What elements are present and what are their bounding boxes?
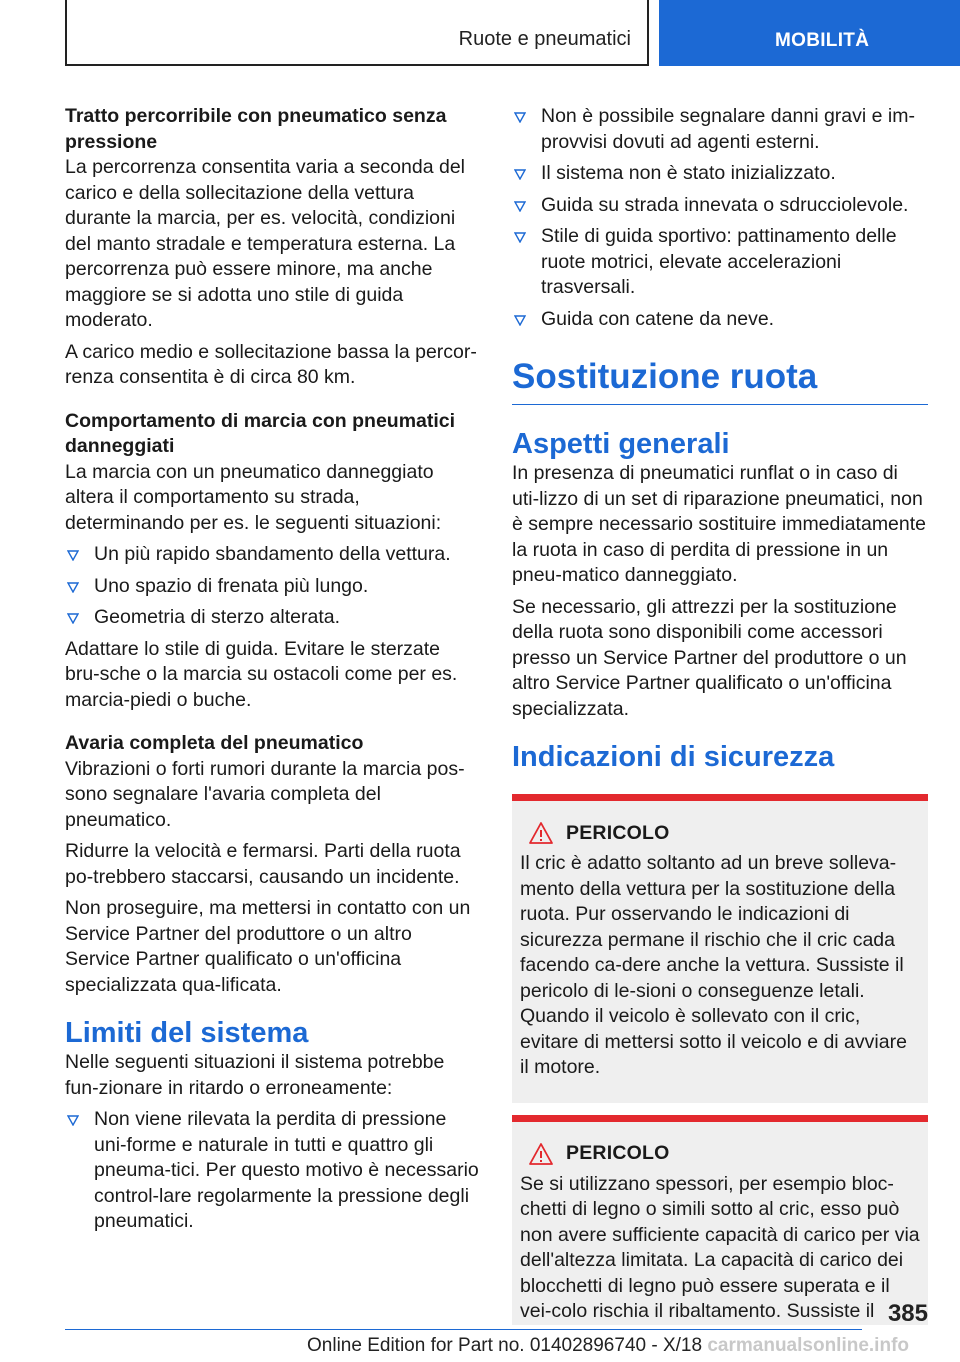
triangle-bullet-icon: [67, 550, 79, 561]
triangle-bullet-icon: [514, 112, 526, 123]
list-item: Stile di guida sportivo: pattinamento delle ruote motrici, elevate accelerazioni trasversali.: [512, 224, 928, 301]
paragraph: Ridurre la velocità e fermarsi. Parti della ruota po-trebbero staccarsi, causando un incidente.: [65, 840, 461, 888]
bullet-list: [65, 542, 480, 631]
bullet-list: [512, 104, 928, 332]
triangle-bullet-icon: [514, 169, 526, 180]
footer-watermark-logo: carmanualsonline.info: [707, 1335, 909, 1356]
heading-tire-failure: Avaria completa del pneumatico: [65, 732, 364, 754]
paragraph: La percorrenza consentita varia a seconda del carico e della sollecitazione della vettura durante la marcia, per es. velocità, condizioni del manto stradale e temperatura esterna. La percorrenza può essere minore, ma anche maggiore se si adotta uno stile di guida moderato.: [65, 156, 465, 331]
warning-box: [512, 1115, 928, 1325]
heading-general-aspects: Aspetti generali: [512, 428, 730, 460]
triangle-bullet-icon: [67, 582, 79, 593]
footer-divider: [65, 1329, 862, 1330]
warning-header: [520, 821, 920, 845]
header-chapter-tab[interactable]: [659, 0, 960, 66]
heading-system-limits: Limiti del sistema: [65, 1017, 309, 1049]
header-section-title: Ruote e pneumatici: [458, 28, 631, 50]
triangle-bullet-icon: [67, 613, 79, 624]
list-item: Non viene rilevata la perdita di pressione uni-forme e naturale in tutti e quattro gli pneuma-tici. Per questo motivo è necessario control-lare regolarmente la pressione degli pneumatici.: [65, 1107, 480, 1235]
heading-safety-notes: Indicazioni di sicurezza: [512, 741, 835, 773]
warning-triangle-icon: [528, 1142, 554, 1166]
triangle-bullet-icon: [514, 201, 526, 212]
list-item: Guida su strada innevata o sdrucciolevole.: [512, 193, 928, 219]
paragraph: Se necessario, gli attrezzi per la sostituzione della ruota sono disponibili come accessori presso un Service Partner del produttore o un altro Service Partner qualificato o un'officina specializzata.: [512, 595, 907, 720]
list-item: Il sistema non è stato inizializzato.: [512, 161, 928, 187]
bullet-list: [65, 1107, 480, 1235]
warning-text: Il cric è adatto soltanto ad un breve solleva-mento della vettura per la sostituzione della ruota. Pur osservando le indicazioni di sicurezza permane il rischio che il cric cada facendo ca-dere anche la vettura. Sussiste il pericolo di le-sioni o conseguenze letali. Quando il veicolo è sollevato con il cric, evitare di mettersi sotto il veicolo e di avviare il motore.: [520, 852, 907, 1078]
paragraph: In presenza di pneumatici runflat o in caso di uti-lizzo di un set di riparazione pneumatici, non è sempre necessario sostituire immediatamente la ruota in caso di perdita di pressione in un pneu-matico danneggiato.: [512, 462, 927, 586]
triangle-bullet-icon: [514, 315, 526, 326]
paragraph: Nelle seguenti situazioni il sistema potrebbe fun-zionare in ritardo o erroneamente:: [65, 1051, 445, 1099]
header-chapter-label: MOBILITÀ: [775, 30, 870, 51]
paragraph: Vibrazioni o forti rumori durante la marcia pos-sono segnalare l'avaria completa del pneumatico.: [65, 757, 465, 831]
header-section-box: [65, 0, 649, 66]
footer-edition-text: Online Edition for Part no. 01402896740 - X/18: [307, 1335, 703, 1356]
heading-wheel-change: Sostituzione ruota: [512, 356, 928, 405]
paragraph: La marcia con un pneumatico danneggiato altera il comportamento su strada, determinando per es. le seguenti situazioni:: [65, 460, 442, 534]
list-item: Non è possibile segnalare danni gravi e im-provvisi dovuti ad agenti esterni.: [512, 104, 928, 155]
triangle-bullet-icon: [67, 1115, 79, 1126]
warning-text: Se si utilizzano spessori, per esempio bloc-chetti di legno o simili sotto al cric, esso può non avere sufficiente capacità di carico per via dell'altezza limitata. La capacità di carico dei blocchetti di legno può essere superata e il vei-colo rischia il ribaltamento. Sussiste il: [520, 1172, 920, 1322]
page-number: 385: [887, 1300, 928, 1327]
heading-driving-behavior: Comportamento di marcia con pneumatici danneggiati: [65, 409, 456, 457]
heading-flat-tire-range: Tratto percorribile con pneumatico senza pressione: [65, 105, 447, 153]
warning-header: [520, 1142, 920, 1166]
paragraph: Adattare lo stile di guida. Evitare le sterzate bru-sche o la marcia su ostacoli come per es. marcia-piedi o buche.: [65, 637, 458, 711]
list-item: Un più rapido sbandamento della vettura.: [65, 542, 480, 568]
list-item: Guida con catene da neve.: [512, 307, 928, 333]
paragraph: Non proseguire, ma mettersi in contatto con un Service Partner del produttore o un altro Service Partner qualificato o un'officina specializzata qua-lificata.: [65, 897, 471, 996]
list-item: Geometria di sterzo alterata.: [65, 605, 480, 631]
left-column: [65, 104, 480, 1241]
triangle-bullet-icon: [514, 232, 526, 243]
right-column: [512, 104, 928, 1325]
list-item: Uno spazio di frenata più lungo.: [65, 574, 480, 600]
footer-edition: [307, 1335, 909, 1357]
paragraph: A carico medio e sollecitazione bassa la percor-renza consentita è di circa 80 km.: [65, 340, 477, 388]
warning-title: PERICOLO: [566, 821, 670, 844]
warning-title: PERICOLO: [566, 1142, 670, 1164]
warning-triangle-icon: [528, 821, 554, 845]
warning-box: [512, 794, 928, 1103]
